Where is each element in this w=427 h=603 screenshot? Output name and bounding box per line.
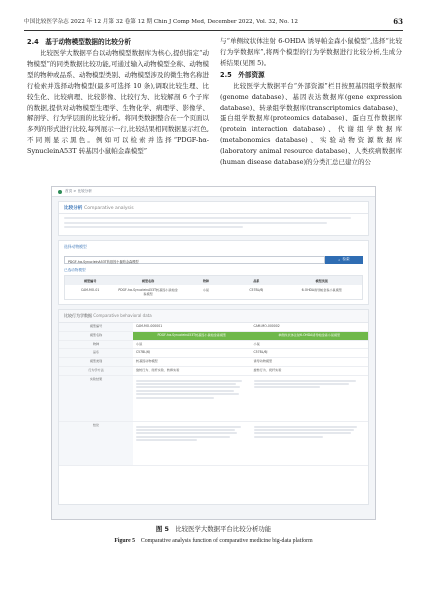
figure-caption-en: Figure 5 Comparative analysis function of comparative medicine big-data platform <box>114 538 313 544</box>
left-column <box>27 36 209 157</box>
header-rule <box>24 30 403 31</box>
section-heading-2-4: 2.4 基于动物模型数据的比较分析 <box>27 38 131 46</box>
search-panel <box>58 240 369 305</box>
running-header <box>24 14 403 28</box>
figure-5-screenshot <box>51 186 376 520</box>
figure-caption-zh: 图 5 比较医学大数据平台比较分析功能 <box>155 525 272 533</box>
search-section-title: 选择动物模型 <box>64 243 87 249</box>
search-button[interactable]: ⌕ 检索 <box>325 256 363 264</box>
paragraph: 比较医学大数据平台以动物模型数据库为核心,提供指定“动物模型”的同类数据比较功能,可通过输入动物模型全称、动物模型的物种或品系、动物模型类别、动物模型涉及的微生物名称进行检索并选择动物模型(最多可选择 10 条),调取比较生理、比较生化、比较病理、比较影像、比较行为、比较解剖 6 个子库的数据,提供对动物模型生理学、生物化学、病理学、影像学、解剖学、行为学层面的比较分析。将同类数据整合在一个页面以多列的形式进行比较,每列展示一行,比较结果相同数据显示红色,不同则显示黑色。例如可以检索并选择“PDGF-hα-SynucleinA53T 转基因小鼠帕金森模型” <box>27 49 209 156</box>
table-row: 模型名称 PDGF-hα-SynucleinA53T转基因小鼠帕金森模型 单侧纹状体注射6-OHDA诱导帕金森小鼠模型 <box>59 332 368 341</box>
table-row: 实验结果 <box>59 376 368 422</box>
comparison-panel <box>58 309 369 505</box>
model-search-input[interactable]: PDGF-hα-SynucleinA53T转基因小鼠帕金森模型 <box>64 256 325 264</box>
comparison-title: 比较行为学数据 Comparative behavioral data <box>59 310 368 323</box>
panel-description <box>59 214 368 235</box>
table-row: 物种 小鼠 小鼠 <box>59 341 368 350</box>
right-column <box>220 36 402 168</box>
paragraph: 与“单侧纹状体注射 6-OHDA 诱导帕金森小鼠模型”,选择“比较行为学数据库”,将两个模型的行为学数据进行比较分析,生成分析结果(见图 5)。 <box>220 37 402 67</box>
fig-topbar <box>52 187 375 197</box>
panel-title: 比较分析 Comparative analysis <box>59 202 368 214</box>
search-icon: ⌕ <box>338 257 341 262</box>
section-heading-2-5: 2.5 外部资源 <box>220 70 265 79</box>
page-number: 63 <box>393 16 403 26</box>
selected-models-table: 模型编号 模型名称 物种 品系 模型类别 CAM-MO-01 PDGF-hα-SynucleinA53T转基因小鼠帕金森模型 小鼠 C57BL/6J 6-OHDA诱导帕金森小鼠模型 <box>64 275 363 300</box>
paragraph: 比较医学大数据平台“外部资源”栏目按照基因组学数据库(genome database)、基因表达数据库(gene expression database)、转录组学数据库(transcriptomics database)、蛋白组学数据库(proteomics database)、蛋白互作数据库(protein interaction database)、代谢组学数据库(metabonomics database)、实验动物资源数据库(laboratory animal resource database)、人类疾病数据库(human disease database)的分类汇总已建立的公 <box>220 81 402 167</box>
journal-info: 中国比较医学杂志 2022 年 12 月第 32 卷第 12 期 Chin J Comp Med, December 2022, Vol. 32, No. 12 <box>24 19 298 25</box>
table-row: 行为学方法 旋转行为、爬杆实验、转棒实验 旋转行为、爬杆实验 <box>59 367 368 376</box>
table-row: 模型类别 转基因动物模型 诱导动物模型 <box>59 358 368 367</box>
table-row: 结论 <box>59 422 368 466</box>
logo-icon <box>58 190 62 194</box>
intro-panel <box>58 201 369 236</box>
table-row: 模型编号 CAM-MO-000001 CAM-MO-000002 <box>59 323 368 332</box>
selected-models-label: 已选动物模型 <box>64 267 86 272</box>
table-row[interactable]: CAM-MO-01 PDGF-hα-SynucleinA53T转基因小鼠帕金森模型 小鼠 C57BL/6J 6-OHDA诱导帕金森小鼠模型 <box>81 287 342 296</box>
breadcrumb[interactable]: 首页 > 比较分析 <box>65 189 92 193</box>
table-row: 品系 C57BL/6J C57BL/6J <box>59 349 368 358</box>
